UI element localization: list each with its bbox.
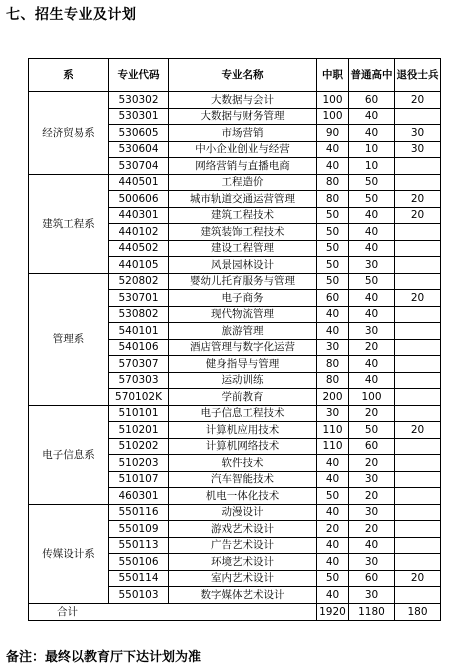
zhongzhi-cell: 60: [317, 290, 349, 307]
tuiyi-cell: [395, 158, 441, 175]
code-cell: 440502: [109, 240, 169, 257]
dept-cell: 管理系: [29, 273, 109, 405]
tuiyi-cell: [395, 405, 441, 422]
putong-cell: 20: [349, 405, 395, 422]
zhongzhi-cell: 80: [317, 191, 349, 208]
tuiyi-cell: 20: [395, 422, 441, 439]
table-header-row: [29, 59, 441, 92]
putong-cell: 40: [349, 207, 395, 224]
code-cell: 550109: [109, 521, 169, 538]
zhongzhi-cell: 100: [317, 108, 349, 125]
code-cell: 440301: [109, 207, 169, 224]
putong-cell: 60: [349, 570, 395, 587]
code-cell: 530604: [109, 141, 169, 158]
name-cell: 软件技术: [169, 455, 317, 472]
zhongzhi-cell: 50: [317, 488, 349, 505]
zhongzhi-cell: 40: [317, 471, 349, 488]
code-cell: 510107: [109, 471, 169, 488]
putong-cell: 100: [349, 389, 395, 406]
total-zhongzhi: 1920: [317, 603, 349, 620]
zhongzhi-cell: 40: [317, 537, 349, 554]
code-cell: 440501: [109, 174, 169, 191]
name-cell: 电子商务: [169, 290, 317, 307]
header-code: 专业代码: [109, 59, 169, 92]
zhongzhi-cell: 50: [317, 240, 349, 257]
code-cell: 570102K: [109, 389, 169, 406]
name-cell: 室内艺术设计: [169, 570, 317, 587]
putong-cell: 30: [349, 323, 395, 340]
name-cell: 现代物流管理: [169, 306, 317, 323]
code-cell: 550113: [109, 537, 169, 554]
name-cell: 动漫设计: [169, 504, 317, 521]
tuiyi-cell: [395, 356, 441, 373]
zhongzhi-cell: 80: [317, 174, 349, 191]
code-cell: 510101: [109, 405, 169, 422]
name-cell: 网络营销与直播电商: [169, 158, 317, 175]
putong-cell: 50: [349, 174, 395, 191]
name-cell: 运动训练: [169, 372, 317, 389]
tuiyi-cell: [395, 587, 441, 604]
tuiyi-cell: 30: [395, 125, 441, 142]
putong-cell: 40: [349, 537, 395, 554]
zhongzhi-cell: 40: [317, 587, 349, 604]
header-zhongzhi: 中职: [317, 59, 349, 92]
tuiyi-cell: [395, 471, 441, 488]
code-cell: 530302: [109, 92, 169, 109]
tuiyi-cell: [395, 273, 441, 290]
tuiyi-cell: [395, 306, 441, 323]
code-cell: 550103: [109, 587, 169, 604]
tuiyi-cell: [395, 108, 441, 125]
name-cell: 大数据与财务管理: [169, 108, 317, 125]
tuiyi-cell: [395, 174, 441, 191]
tuiyi-cell: 20: [395, 207, 441, 224]
name-cell: 市场营销: [169, 125, 317, 142]
section-heading: 七、招生专业及计划: [6, 7, 137, 23]
zhongzhi-cell: 30: [317, 405, 349, 422]
putong-cell: 60: [349, 438, 395, 455]
table-row: [29, 273, 441, 290]
name-cell: 健身指导与管理: [169, 356, 317, 373]
table-row: [29, 92, 441, 109]
name-cell: 建筑装饰工程技术: [169, 224, 317, 241]
putong-cell: 20: [349, 521, 395, 538]
putong-cell: 40: [349, 125, 395, 142]
tuiyi-cell: 20: [395, 290, 441, 307]
zhongzhi-cell: 50: [317, 570, 349, 587]
zhongzhi-cell: 50: [317, 273, 349, 290]
putong-cell: 40: [349, 306, 395, 323]
name-cell: 环境艺术设计: [169, 554, 317, 571]
code-cell: 530701: [109, 290, 169, 307]
code-cell: 570307: [109, 356, 169, 373]
footnote: 备注：最终以教育厅下达计划为准: [6, 650, 202, 665]
code-cell: 520802: [109, 273, 169, 290]
putong-cell: 30: [349, 554, 395, 571]
name-cell: 游戏艺术设计: [169, 521, 317, 538]
name-cell: 旅游管理: [169, 323, 317, 340]
tuiyi-cell: [395, 438, 441, 455]
dept-cell: 电子信息系: [29, 405, 109, 504]
code-cell: 550114: [109, 570, 169, 587]
tuiyi-cell: [395, 537, 441, 554]
table-row: [29, 405, 441, 422]
total-label: 合计: [29, 603, 317, 620]
dept-cell: 建筑工程系: [29, 174, 109, 273]
name-cell: 计算机应用技术: [169, 422, 317, 439]
zhongzhi-cell: 40: [317, 554, 349, 571]
zhongzhi-cell: 110: [317, 422, 349, 439]
code-cell: 440102: [109, 224, 169, 241]
name-cell: 酒店管理与数字化运营: [169, 339, 317, 356]
name-cell: 建筑工程技术: [169, 207, 317, 224]
code-cell: 540106: [109, 339, 169, 356]
zhongzhi-cell: 40: [317, 141, 349, 158]
putong-cell: 40: [349, 108, 395, 125]
tuiyi-cell: [395, 504, 441, 521]
putong-cell: 30: [349, 587, 395, 604]
putong-cell: 20: [349, 339, 395, 356]
code-cell: 460301: [109, 488, 169, 505]
code-cell: 440105: [109, 257, 169, 274]
header-name: 专业名称: [169, 59, 317, 92]
code-cell: 570303: [109, 372, 169, 389]
zhongzhi-cell: 50: [317, 257, 349, 274]
table-row: [29, 174, 441, 191]
putong-cell: 30: [349, 257, 395, 274]
zhongzhi-cell: 40: [317, 306, 349, 323]
putong-cell: 60: [349, 92, 395, 109]
code-cell: 530301: [109, 108, 169, 125]
total-putong: 1180: [349, 603, 395, 620]
putong-cell: 40: [349, 224, 395, 241]
dept-cell: 经济贸易系: [29, 92, 109, 175]
tuiyi-cell: [395, 554, 441, 571]
zhongzhi-cell: 40: [317, 504, 349, 521]
putong-cell: 40: [349, 290, 395, 307]
header-putong: 普通高中: [349, 59, 395, 92]
putong-cell: 10: [349, 141, 395, 158]
putong-cell: 40: [349, 356, 395, 373]
zhongzhi-cell: 80: [317, 372, 349, 389]
zhongzhi-cell: 40: [317, 455, 349, 472]
tuiyi-cell: [395, 372, 441, 389]
zhongzhi-cell: 100: [317, 92, 349, 109]
putong-cell: 30: [349, 504, 395, 521]
header-tuiyi: 退役士兵: [395, 59, 441, 92]
code-cell: 510202: [109, 438, 169, 455]
name-cell: 汽车智能技术: [169, 471, 317, 488]
dept-cell: 传媒设计系: [29, 504, 109, 603]
zhongzhi-cell: 40: [317, 323, 349, 340]
tuiyi-cell: [395, 455, 441, 472]
total-row: [29, 603, 441, 620]
putong-cell: 50: [349, 191, 395, 208]
header-dept: 系: [29, 59, 109, 92]
name-cell: 建设工程管理: [169, 240, 317, 257]
code-cell: 530802: [109, 306, 169, 323]
name-cell: 计算机网络技术: [169, 438, 317, 455]
tuiyi-cell: 20: [395, 191, 441, 208]
putong-cell: 40: [349, 240, 395, 257]
zhongzhi-cell: 40: [317, 158, 349, 175]
tuiyi-cell: [395, 224, 441, 241]
name-cell: 城市轨道交通运营管理: [169, 191, 317, 208]
code-cell: 540101: [109, 323, 169, 340]
zhongzhi-cell: 90: [317, 125, 349, 142]
zhongzhi-cell: 30: [317, 339, 349, 356]
zhongzhi-cell: 50: [317, 224, 349, 241]
table-body: [29, 92, 441, 621]
name-cell: 学前教育: [169, 389, 317, 406]
enrollment-plan-table: [28, 58, 441, 621]
code-cell: 530704: [109, 158, 169, 175]
tuiyi-cell: 20: [395, 570, 441, 587]
code-cell: 510203: [109, 455, 169, 472]
putong-cell: 50: [349, 273, 395, 290]
code-cell: 550106: [109, 554, 169, 571]
name-cell: 婴幼儿托育服务与管理: [169, 273, 317, 290]
table-row: [29, 504, 441, 521]
tuiyi-cell: [395, 521, 441, 538]
code-cell: 530605: [109, 125, 169, 142]
name-cell: 风景园林设计: [169, 257, 317, 274]
zhongzhi-cell: 50: [317, 207, 349, 224]
code-cell: 510201: [109, 422, 169, 439]
tuiyi-cell: [395, 339, 441, 356]
putong-cell: 20: [349, 488, 395, 505]
putong-cell: 30: [349, 471, 395, 488]
putong-cell: 10: [349, 158, 395, 175]
name-cell: 大数据与会计: [169, 92, 317, 109]
tuiyi-cell: [395, 389, 441, 406]
tuiyi-cell: 20: [395, 92, 441, 109]
zhongzhi-cell: 20: [317, 521, 349, 538]
tuiyi-cell: [395, 323, 441, 340]
name-cell: 数字媒体艺术设计: [169, 587, 317, 604]
zhongzhi-cell: 110: [317, 438, 349, 455]
name-cell: 广告艺术设计: [169, 537, 317, 554]
total-tuiyi: 180: [395, 603, 441, 620]
putong-cell: 40: [349, 372, 395, 389]
code-cell: 500606: [109, 191, 169, 208]
name-cell: 工程造价: [169, 174, 317, 191]
zhongzhi-cell: 80: [317, 356, 349, 373]
zhongzhi-cell: 200: [317, 389, 349, 406]
name-cell: 机电一体化技术: [169, 488, 317, 505]
tuiyi-cell: 30: [395, 141, 441, 158]
name-cell: 电子信息工程技术: [169, 405, 317, 422]
tuiyi-cell: [395, 257, 441, 274]
putong-cell: 50: [349, 422, 395, 439]
name-cell: 中小企业创业与经营: [169, 141, 317, 158]
tuiyi-cell: [395, 240, 441, 257]
code-cell: 550116: [109, 504, 169, 521]
tuiyi-cell: [395, 488, 441, 505]
putong-cell: 20: [349, 455, 395, 472]
